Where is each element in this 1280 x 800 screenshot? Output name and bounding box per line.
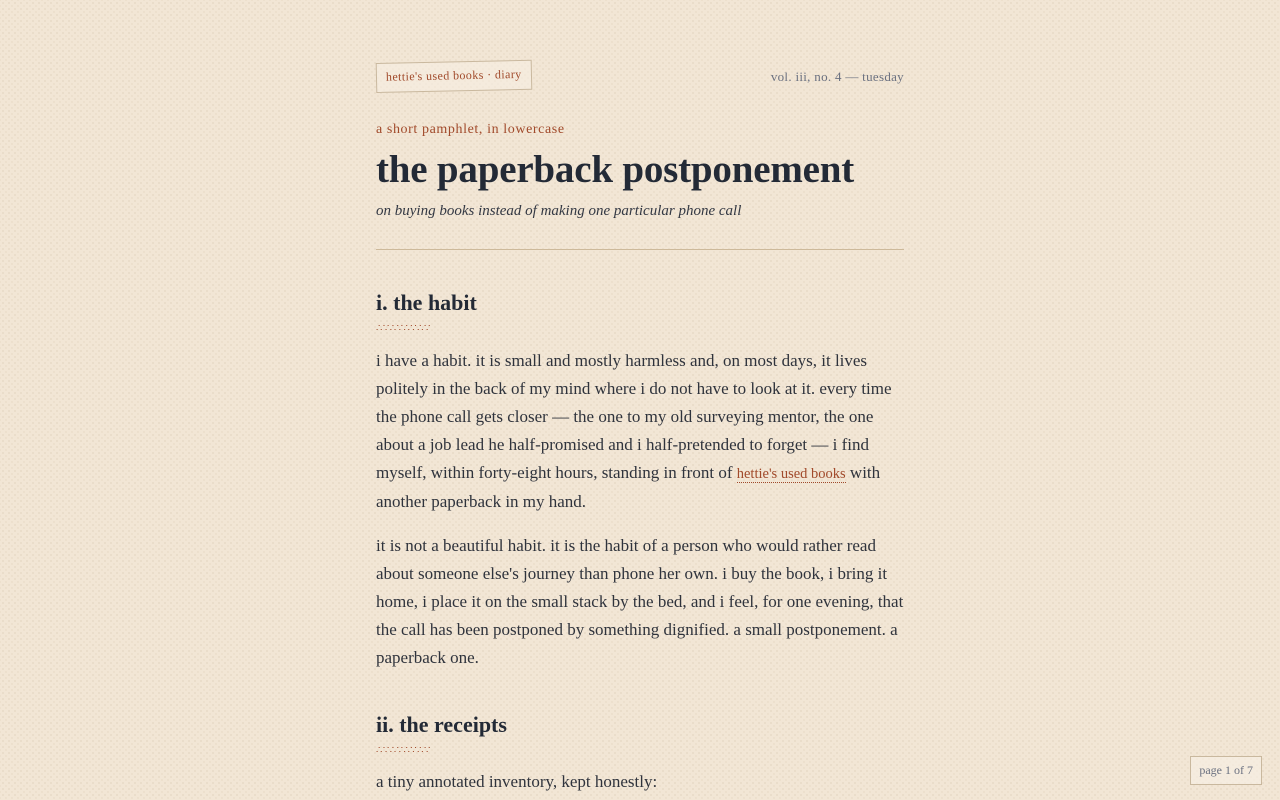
section-ornament: ∴∵∴∵∴∵∴∵ bbox=[376, 745, 431, 756]
paragraph-text: i have a habit. it is small and mostly harmless and, on most days, it lives politely in the back of my mind where i do not have to look at it. every time the phone call gets closer — the one to my old surveying mentor, the one about a job lead he half-promised and i half-pretended to forget — i find myself, within forty-eight hours, standing in front of bbox=[376, 351, 892, 482]
hetties-used-books-link[interactable]: hettie's used books bbox=[736, 466, 846, 482]
section-heading-receipts: ii. the receipts bbox=[376, 712, 507, 737]
page-title: the paperback postponement bbox=[376, 148, 854, 191]
diary-stamp-link[interactable]: hettie's used books · diary bbox=[376, 60, 532, 93]
paragraph-habit-2: it is not a beautiful habit. it is the habit of a person who would rather read about someone else's journey than phone her own. i buy the book, i bring it home, i place it on the small stack by the bed, and i feel, for one evening, that the call has been postponed by something dignified. a small postponement. a paperback one. bbox=[376, 536, 904, 667]
eyebrow-text: a short pamphlet, in lowercase bbox=[376, 122, 565, 137]
paragraph-text: with another paperback in my hand. bbox=[376, 463, 881, 511]
pamphlet-page bbox=[376, 0, 904, 791]
issue-line: vol. iii, no. 4 — tuesday bbox=[770, 69, 904, 84]
page-subtitle: on buying books instead of making one particular phone call bbox=[376, 203, 742, 219]
paragraph-habit-1 bbox=[376, 347, 904, 516]
page-indicator: page 1 of 7 bbox=[1190, 756, 1262, 785]
paragraph-receipts-intro: a tiny annotated inventory, kept honestly: bbox=[376, 772, 658, 791]
section-ornament: ∴∵∴∵∴∵∴∵ bbox=[376, 323, 431, 334]
header-bar bbox=[376, 0, 904, 100]
header-divider bbox=[376, 249, 904, 250]
section-heading-habit: i. the habit bbox=[376, 290, 477, 315]
